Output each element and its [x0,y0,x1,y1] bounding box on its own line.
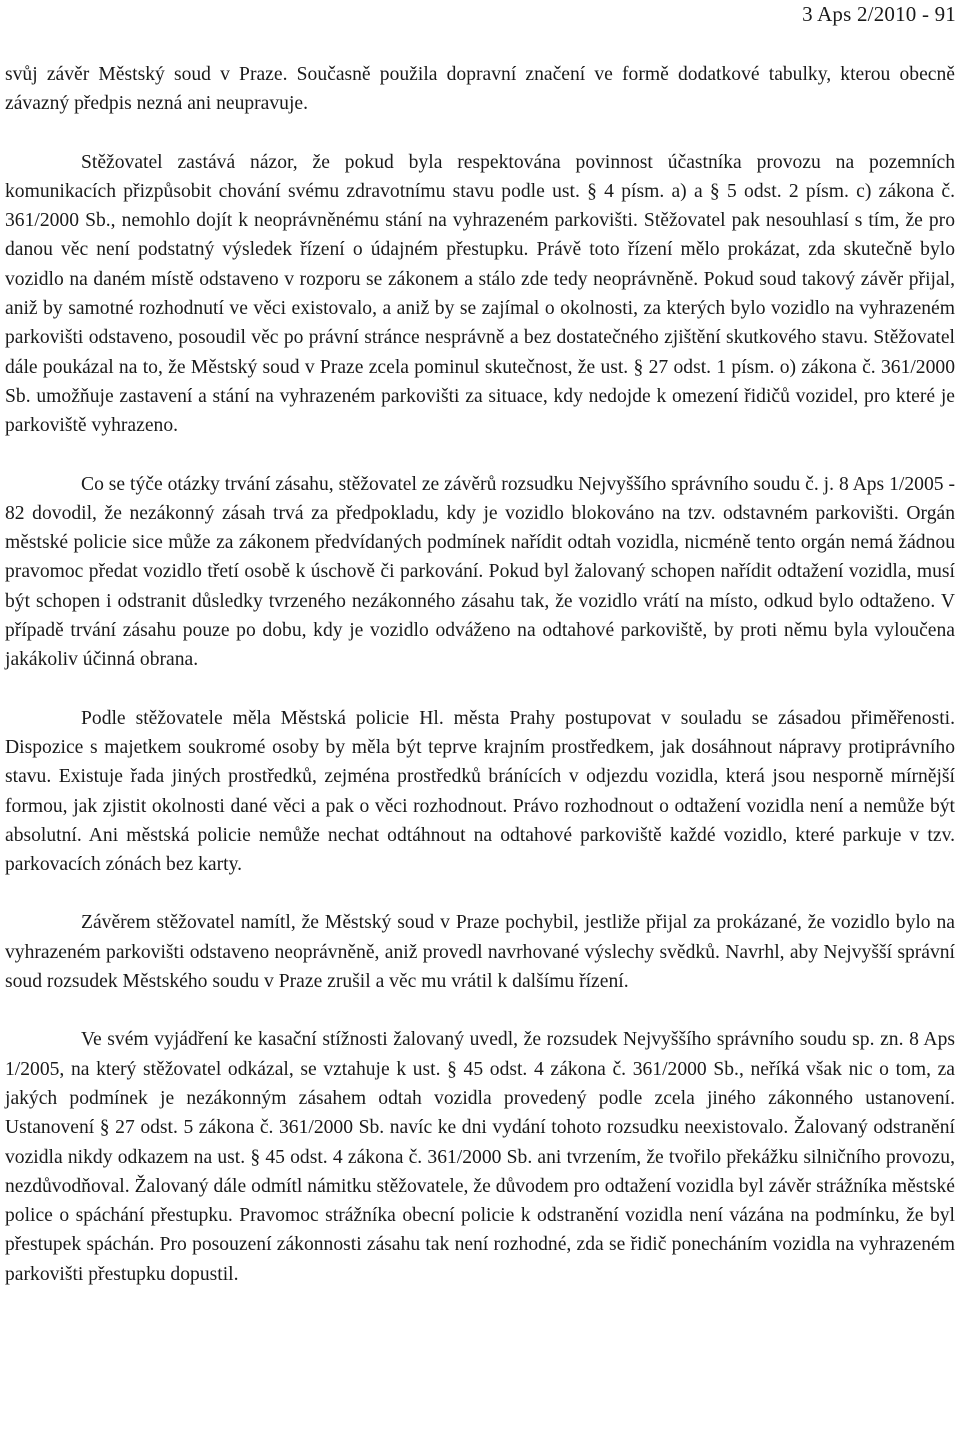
paragraph: svůj závěr Městský soud v Praze. Současně použila dopravní značení ve formě dodatkové tabulky, kterou obecně závazný předpis nezná ani neupravuje. [5,64,955,115]
document-body [5,60,955,1289]
paragraph-gap [5,879,955,908]
paragraph-gap [5,441,955,470]
paragraph-gap [5,996,955,1025]
paragraph: Závěrem stěžovatel namítl, že Městský soud v Praze pochybil, jestliže přijal za prokázané, že vozidlo bylo na vyhrazeném parkovišti odstaveno neoprávněně, aniž provedl navrhované výslechy svědků. Navrhl, aby Nejvyšší správní soud rozsudek Městského soudu v Praze zrušil a věc mu vrátil k dalšímu řízení. [5,912,955,993]
paragraph-gap [5,119,955,148]
paragraph: Podle stěžovatele měla Městská policie Hl. města Prahy postupovat v souladu se zásadou přiměřenosti. Dispozice s majetkem soukromé osoby by měla být teprve krajním prostředkem, jak dosáhnout nápravy protiprávního stavu. Existuje řada jiných prostředků, zejména prostředků bránících v odjezdu vozidla, která jsou nesporně mírnější formou, jak zjistit okolnosti dané věci a pak o věci rozhodnout. Právo rozhodnout o odtažení vozidla není a nemůže být absolutní. Ani městská policie nemůže nechat odtáhnout na odtahové parkoviště každé vozidlo, které parkuje v tzv. parkovacích zónách bez karty. [5,707,955,876]
paragraph: Stěžovatel zastává názor, že pokud byla respektována povinnost účastníka provozu na pozemních komunikacích přizpůsobit chování svému zdravotnímu stavu podle ust. § 4 písm. a) a § 5 odst. 2 písm. c) zákona č. 361/2000 Sb., nemohlo dojít k neoprávněnému stání na vyhrazeném parkovišti. Stěžovatel pak nesouhlasí s tím, že pro danou věc není podstatný výsledek řízení o údajném přestupku. Právě toto řízení mělo prokázat, zda skutečně bylo vozidlo na daném místě odstaveno v rozporu se zákonem a stálo zde tedy neoprávněně. Pokud soud takový závěr přijal, aniž by samotné rozhodnutí ve věci existovalo, a aniž by se zajímal o okolnosti, za kterých bylo vozidlo na vyhrazeném parkovišti odstaveno, posoudil věc po právní stránce nesprávně a bez dostatečného zjištění skutkového stavu. Stěžovatel dále poukázal na to, že Městský soud v Praze zcela pominul skutečnost, že ust. § 27 odst. 1 písm. o) zákona č. 361/2000 Sb. umožňuje zastavení a stání na vyhrazeném parkovišti za situace, kdy nedojde k omezení řidičů vozidel, pro které je parkoviště vyhrazeno. [5,151,955,437]
paragraph-gap [5,675,955,704]
paragraph: Co se týče otázky trvání zásahu, stěžovatel ze závěrů rozsudku Nejvyššího správního soudu č. j. 8 Aps 1/2005 - 82 dovodil, že nezákonný zásah trvá za předpokladu, kdy je vozidlo blokováno na tzv. odstavném parkovišti. Orgán městské policie sice může za zákonem předvídaných podmínek nařídit odtah vozidla, nicméně tento orgán nemá žádnou pravomoc předat vozidlo třetí osobě k úschově či parkování. Pokud byl žalovaný schopen nařídit odtažení vozidla, musí být schopen i odstranit důsledky tvrzeného nezákonného zásahu tak, že vozidlo vrátí na místo, odkud bylo odtaženo. V případě trvání zásahu pouze po dobu, kdy je vozidlo odváženo na odtahové parkoviště, by proti němu byla vyloučena jakákoliv účinná obrana. [5,473,955,671]
page-header-case-number: 3 Aps 2/2010 - 91 [802,2,956,26]
paragraph: Ve svém vyjádření ke kasační stížnosti žalovaný uvedl, že rozsudek Nejvyššího správního soudu sp. zn. 8 Aps 1/2005, na který stěžovatel odkázal, se vztahuje k ust. § 45 odst. 4 zákona č. 361/2000 Sb., neříká však nic o tom, za jakých podmínek je nezákonným zásahem odtah vozidla provedený podle zcela jiného zákonného ustanovení. Ustanovení § 27 odst. 5 zákona č. 361/2000 Sb. navíc ke dni vydání tohoto rozsudku neexistovalo. Žalovaný odstranění vozidla nikdy odkazem na ust. § 45 odst. 4 zákona č. 361/2000 Sb. ani tvrzením, že tvořilo překážku silničního provozu, nezdůvodňoval. Žalovaný dále odmítl námitku stěžovatele, že důvodem pro odtažení vozidla byl závěr strážníka městské police o spáchání přestupku. Pravomoc strážníka obecní policie k odstranění vozidla není vázána na podmínku, že byl přestupek spáchán. Pro posouzení zákonnosti zásahu tak není rozhodné, zda se řidič ponecháním vozidla na vyhrazeném parkovišti přestupku dopustil. [5,1029,955,1285]
